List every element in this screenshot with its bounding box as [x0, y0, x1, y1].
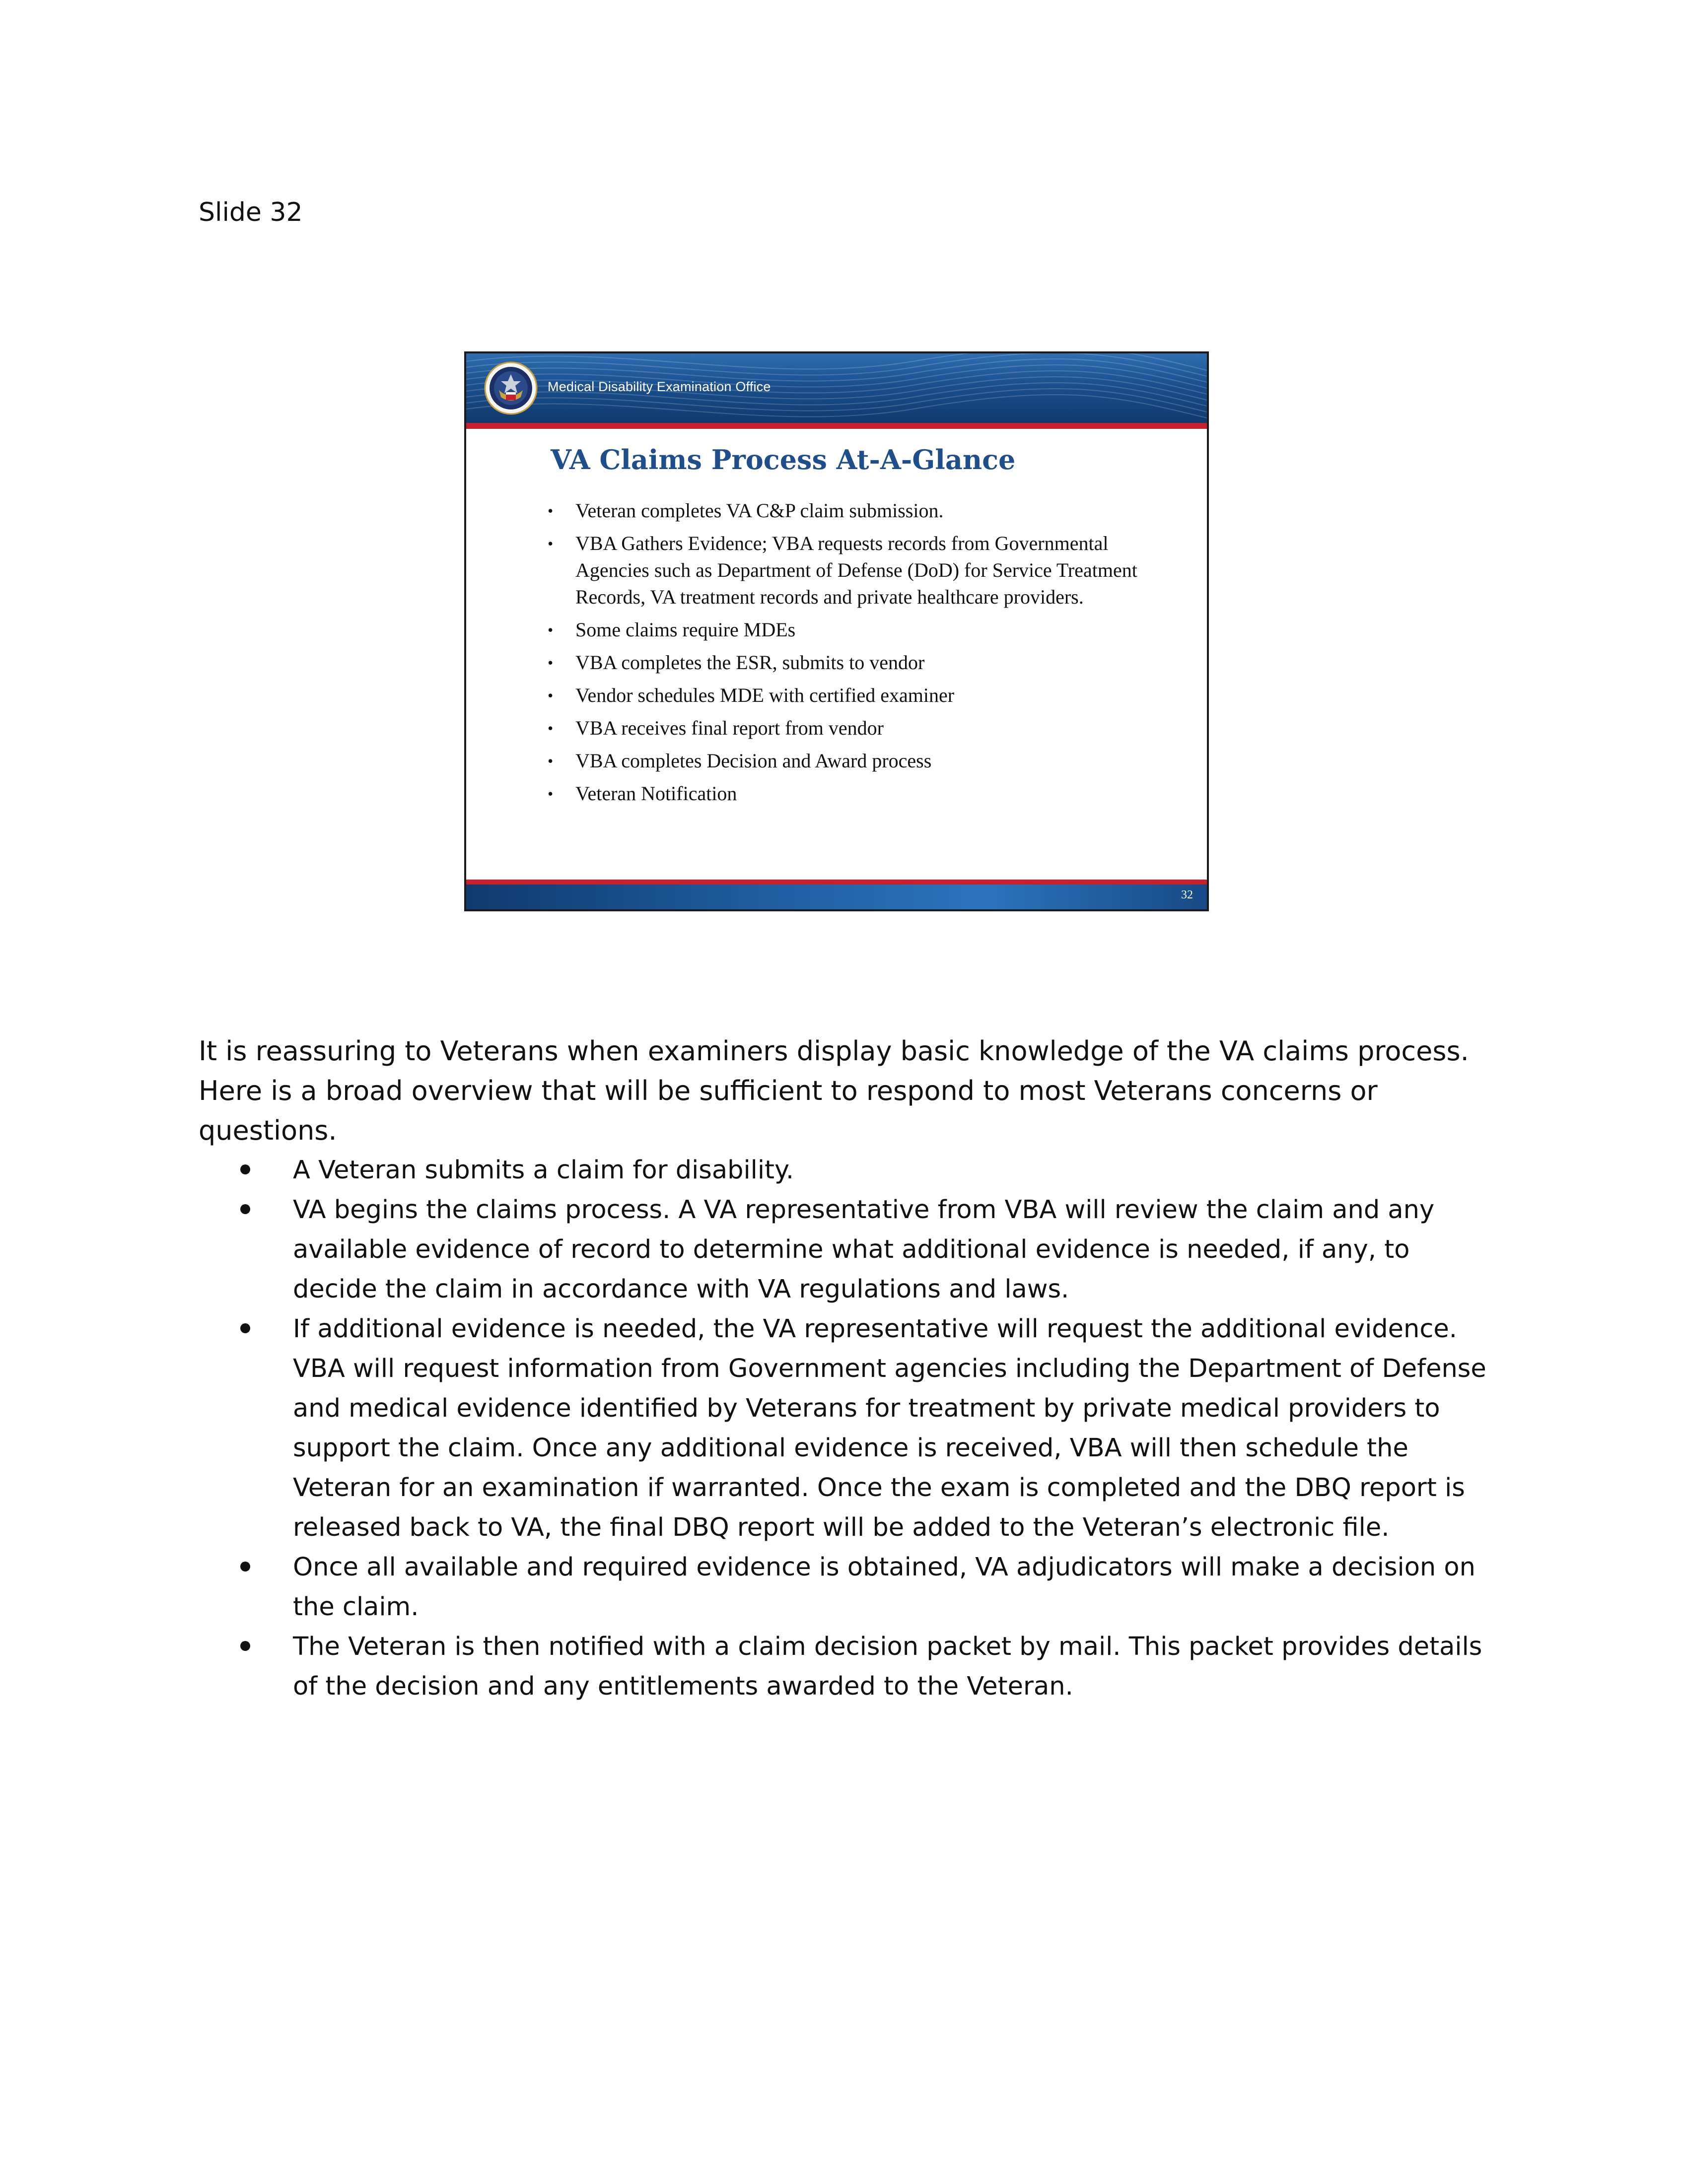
bullet-icon: • [548, 785, 554, 803]
bullet-icon [240, 1323, 250, 1333]
va-seal-icon [484, 361, 538, 415]
slide-bullet-item: • VBA completes the ESR, submits to vendor [548, 649, 1183, 676]
notes-bullet-item: A Veteran submits a claim for disability. [199, 1151, 1499, 1190]
bullet-icon: • [548, 719, 554, 737]
slide-header [466, 353, 1207, 423]
bullet-icon [240, 1562, 250, 1571]
bullet-icon [240, 1641, 250, 1651]
slide-bullet-item: • Vendor schedules MDE with certified examiner [548, 682, 1183, 709]
notes-intro: It is reassuring to Veterans when examiners display basic knowledge of the VA claims process. Here is a broad overview that will be sufficient to respond to most Veterans concerns or questions. [199, 1035, 1469, 1146]
bullet-icon: • [548, 752, 554, 770]
slide-label: Slide 32 [199, 198, 303, 227]
speaker-notes [199, 1031, 1499, 1706]
bullet-icon [240, 1164, 250, 1174]
bullet-icon [240, 1204, 250, 1214]
slide-bullet-item: • VBA Gathers Evidence; VBA requests records from Governmental Agencies such as Department of Defense (DoD) for Service Treatment Records, VA treatment records and private healthcare providers. [548, 530, 1183, 611]
bullet-icon: • [548, 621, 554, 639]
slide-bullet-item: • VBA receives final report from vendor [548, 715, 1183, 742]
notes-bullet-list [199, 1151, 1499, 1706]
notes-bullet-item: VA begins the claims process. A VA representative from VBA will review the claim and any available evidence of record to determine what additional evidence is needed, if any, to decide the claim in accordance with VA regulations and laws. [199, 1190, 1499, 1309]
bullet-icon: • [548, 686, 554, 704]
slide-bullet-item: • Veteran Notification [548, 780, 1183, 807]
organization-name: Medical Disability Examination Office [548, 379, 771, 394]
slide-title: VA Claims Process At-A-Glance [551, 444, 1016, 476]
notes-bullet-item: If additional evidence is needed, the VA representative will request the additional evidence. VBA will request information from Government agencies including the Department of Defense and medical evidence identified by Veterans for treatment by private medical providers to support the claim. Once any additional evidence is received, VBA will then schedule the Veteran for an examination if warranted. Once the exam is completed and the DBQ report is released back to VA, the final DBQ report will be added to the Veteran’s electronic file. [199, 1309, 1499, 1548]
slide-bullet-list [548, 497, 1183, 813]
header-red-stripe [466, 423, 1207, 431]
notes-bullet-item: The Veteran is then notified with a claim decision packet by mail. This packet provides details of the decision and any entitlements awarded to the Veteran. [199, 1627, 1499, 1706]
bullet-icon: • [548, 535, 554, 552]
slide-thumbnail [464, 351, 1209, 911]
footer-red-stripe [466, 880, 1207, 885]
slide-bullet-item: • Some claims require MDEs [548, 616, 1183, 643]
slide-footer [466, 885, 1207, 911]
slide-number: 32 [1181, 888, 1193, 901]
bullet-icon: • [548, 654, 554, 672]
slide-bullet-item: • VBA completes Decision and Award process [548, 748, 1183, 774]
bullet-icon: • [548, 502, 554, 520]
slide-bullet-item: • Veteran completes VA C&P claim submission. [548, 497, 1183, 524]
notes-bullet-item: Once all available and required evidence is obtained, VA adjudicators will make a decision on the claim. [199, 1548, 1499, 1627]
